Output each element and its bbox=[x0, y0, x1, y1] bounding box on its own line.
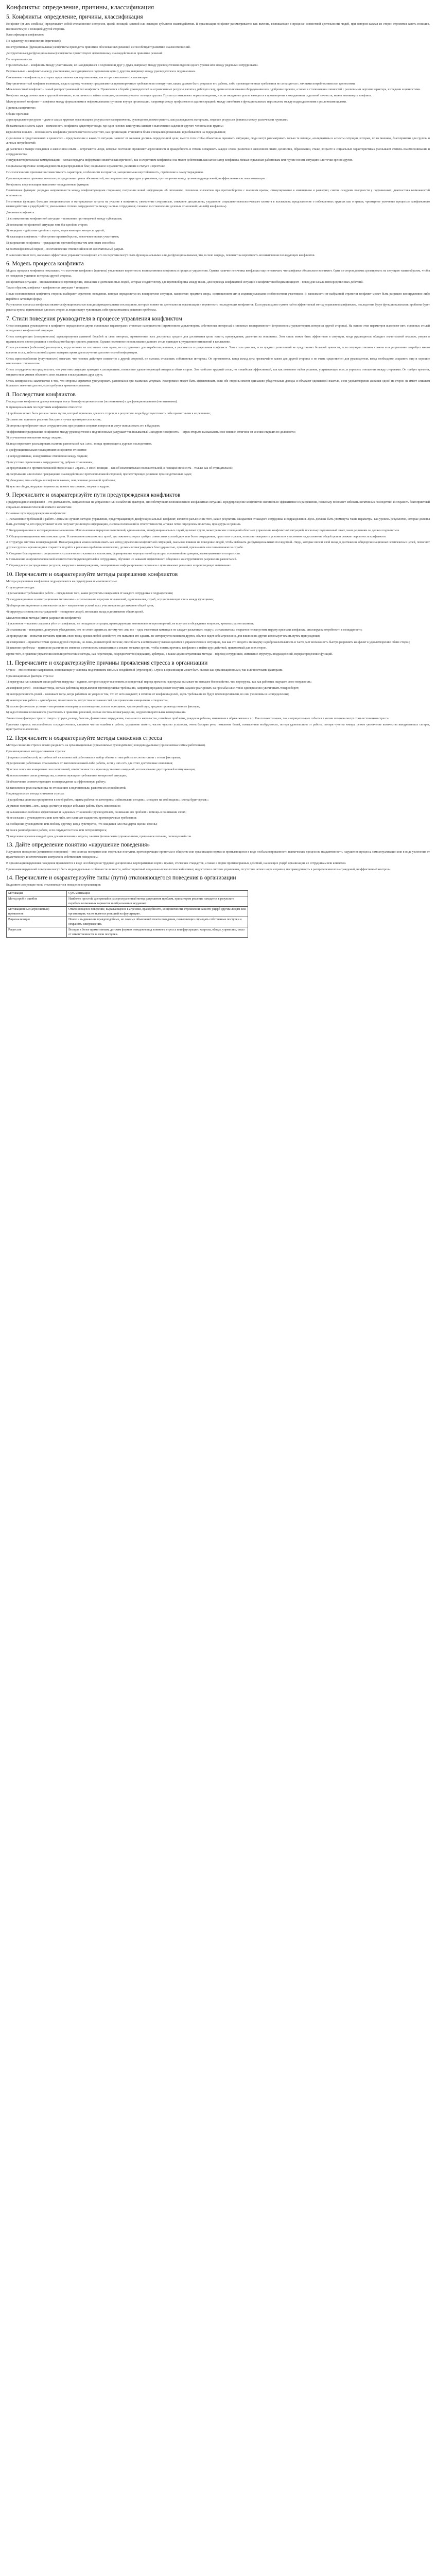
paragraph: Классификация конфликтов: bbox=[6, 33, 44, 37]
paragraph: Смешанные – конфликты, в которых представлены как вертикальные, так и горизонтальные составляющие. bbox=[6, 76, 149, 79]
paragraph: По характеру возникновения (причинам): bbox=[6, 40, 61, 43]
section-heading: 6. Модель процесса конфликта bbox=[6, 261, 84, 267]
paragraph: Стиль конкуренции (соперничества) характеризуется активной борьбой за свои интересы, применением всех доступных средств для достижения цели: власти, принуждения, давления на оппонента. Этот стиль может быть эффективен в ситуации, когда руководитель обладает значительной властью, уверен в правильности своего решения и необходимо быстро принять решение. Однако постоянное использование данного стиля приводит к ухудшению отношений в коллективе. bbox=[6, 335, 430, 344]
paragraph: Межличностный конфликт – самый распространенный тип конфликта. Проявляется в борьбе руководителей за ограниченные ресурсы, капитал, рабочую силу, время использования оборудования или одобрение проекта, а также в столкновении личностей с различными чертами характера, взглядами и ценностями. bbox=[6, 88, 421, 92]
document bbox=[0, 0, 436, 946]
table-row bbox=[7, 927, 248, 938]
paragraph: Общие причины: bbox=[6, 112, 29, 116]
paragraph: 2) совместно принятое решение быстрее и лучше претворяется в жизнь; bbox=[6, 418, 101, 422]
paragraph: 5) разрешение конфликта – прекращение противоборства тем или иным способом; bbox=[6, 241, 115, 245]
paragraph: Последствия конфликтов для организации могут быть функциональными (позитивными) и дисфункциональными (негативными). bbox=[6, 400, 178, 403]
table-cell-term: Метод проб и ошибок bbox=[7, 896, 67, 907]
section-heading: 14. Перечислите и охарактеризуйте типы (пути) отклоняющегося поведения в организации bbox=[6, 875, 236, 882]
paragraph: 2) координационные и интеграционные механизмы – использование иерархии полномочий, единоначалия, служб, осуществляющих связь между функциями; bbox=[6, 598, 214, 602]
paragraph: 2) осознание конфликтной ситуации хотя бы одной из сторон; bbox=[6, 223, 88, 227]
paragraph: Структурные методы: bbox=[6, 586, 35, 589]
paragraph: Стили поведения руководителя в конфликте определяются двумя основными параметрами: степенью напористости (стремлением удовлетворить собственные интересы) и степенью кооперативности (стремлением удовлетворить интересы другой стороны). На основе этих параметров выделяют пять основных стилей поведения в конфликтной ситуации. bbox=[6, 324, 430, 333]
paragraph: Предупреждение конфликтов – это деятельность, направленная на устранение или ослабление факторов, способствующих возникновению конфликтных ситуаций. Предупреждение конфликтов значительно эффективнее их разрешения, поскольку позволяет избежать негативных последствий и сохранить благоприятный социально-психологический климат в коллективе. bbox=[6, 501, 430, 509]
paragraph: 3) четкое описание конкретных зон полномочий, ответственности и производственных ожиданий, использование двусторонней коммуникации; bbox=[6, 768, 196, 772]
paragraph: По направленности: bbox=[6, 58, 33, 61]
section-heading: 5. Конфликты: определение, причины, классификация bbox=[6, 14, 143, 20]
paragraph: 1) разработка системы приоритетов в своей работе, оценка работы по категориям: «обязательно сегодня», «позднее на этой неделе», «когда будет время»; bbox=[6, 799, 209, 802]
paragraph: Негативные функции: большие эмоциональные и материальные затраты на участие в конфликте; увольнение сотрудников, снижение дисциплины, ухудшение социально-психологического климата в коллективе; представление о побежденных группах как о врагах; чрезмерное увлечение процессом конфликтного взаимодействия в ущерб работе; уменьшение степени сотрудничества между частью сотрудников; сложное восстановление деловых отношений («шлейф конфликта»). bbox=[6, 200, 430, 209]
paragraph: Таким образом, конфликт = конфликтная ситуация + инцидент. bbox=[6, 286, 90, 290]
paragraph: Методы разрешения конфликтов подразделяются на структурные и межличностные. bbox=[6, 580, 118, 583]
table-cell-description: Наиболее простой, доступный и распространенный метод разрешения проблем, при котором решение находится в результате перебора возможных вариантов и отбрасывания неудачных. bbox=[67, 896, 248, 907]
paragraph: 7. Справедливое распределение ресурсов, нагрузки и вознаграждения, своевременное информирование персонала о принимаемых решениях и происходящих изменениях. bbox=[6, 564, 232, 568]
table-cell-description: Возврат к более примитивным, детским формам поведения под влиянием стресса или фрустрации: капризы, обиды, упрямство, отказ от ответственности за свои поступки. bbox=[67, 927, 248, 938]
document-body bbox=[6, 13, 430, 888]
paragraph: Нарушение поведения (девиантное поведение) – это система поступков или отдельные поступки, противоречащие принятым в обществе или организации нормам и проявляющиеся в виде несбалансированности психических процессов, неадаптивности, нарушения процесса самоактуализации или в виде уклонения от нравственного и эстетического контроля за собственным поведением. bbox=[6, 851, 430, 859]
paragraph: Причины конфликтов: bbox=[6, 106, 36, 110]
paragraph: Стиль приспособления (уступчивости) означает, что человек действует совместно с другой стороной, не пытаясь отстаивать собственные интересы. Он применяется, когда исход дела чрезвычайно важен для другой стороны и не очень существенен для руководителя, когда необходимо сохранить мир и хорошие отношения с оппонентом. bbox=[6, 357, 430, 366]
paragraph: 2) сглаживание – поведение, диктуемое убеждением, что не стоит сердиться, потому что «мы все – одна счастливая команда и не следует раскачивать лодку»; «сглаживатель» старается не выпустить наружу признаки конфликта, апеллируя к потребности в солидарности; bbox=[6, 629, 362, 632]
paragraph: 4) эффективное разрешение конфликтов между руководителем и подчиненными разрушает так называемый «синдром покорности» – страх открыто высказывать свое мнение, отличное от мнения старших по должности; bbox=[6, 430, 295, 434]
paragraph: 6) чувство обиды, неудовлетворенность, плохое настроение, текучесть кадров. bbox=[6, 485, 110, 488]
paragraph: 5) обеспечение соответствующего вознаграждения за эффективную работу; bbox=[6, 780, 106, 784]
paragraph: Конструктивные (функциональные) конфликты приводят к принятию обоснованных решений и способствуют развитию взаимоотношений. bbox=[6, 45, 191, 49]
paragraph: 5. Создание благоприятного социально-психологического климата в коллективе, формирование корпоративной культуры, основанной на доверии, взаимоуважении и открытости. bbox=[6, 552, 241, 555]
paragraph: 6) выполнение роли наставника по отношению к подчиненным, развитие их способностей. bbox=[6, 786, 127, 790]
paragraph: Результатом процесса конфликта являются функциональные или дисфункциональные последствия, которые влияют на деятельность организации и вероятность последующих конфликтов. Если руководство сумеет найти эффективный метод управления конфликтом, последствия будут функциональными: проблема будет решена путем, приемлемым для всех сторон, и люди станут чувствовать себя причастными к решению проблемы. bbox=[6, 303, 430, 312]
paragraph: 5) сообщение руководителю или любому другому, когда чувствуется, что ожидания или стандарты оценки неясны; bbox=[6, 823, 158, 826]
paragraph: 3) представление о противоположной стороне как о «враге», о своей позиции – как об исключительно положительной, о позиции оппонента – только как об отрицательной; bbox=[6, 467, 233, 470]
table-cell-term: Мотивация bbox=[7, 890, 67, 896]
table-cell-description: Суть мотивации bbox=[67, 890, 248, 896]
paragraph: 3) неопределенность ролей – возникает тогда, когда работник не уверен в том, что от него ожидают; в отличие от конфликта ролей, здесь требования не будут противоречивыми, но они уклончивы и неопределенны; bbox=[6, 692, 289, 696]
paragraph: 6) люди перестают рассматривать наличие разногласий как «зло», всегда приводящее к дурным последствиям. bbox=[6, 443, 152, 446]
paragraph: 4) неинтересная работа – однообразие, монотонность, отсутствие возможностей для проявления инициативы и творчества; bbox=[6, 699, 169, 702]
paragraph: 1) уклонение – человек старается уйти от конфликта, не попадать в ситуации, провоцирующие возникновение противоречий, не вступать в обсуждение вопросов, чреватых разногласиями; bbox=[6, 622, 254, 626]
paragraph: Стиль компромисса заключается в том, что стороны стремятся урегулировать разногласия при взаимных уступках. Компромисс может быть эффективным, если обе стороны имеют одинаково убедительные доводы и обладают одинаковой властью, если удовлетворение желания одной из сторон не имеет слишком большого значения для нее, если требуется временное решение. bbox=[6, 379, 430, 388]
paragraph: а) распределение ресурсов – даже в самых крупных организациях ресурсы всегда ограничены, руководство должно решить, как распределить материалы, людские ресурсы и финансы между различными группами; bbox=[6, 118, 288, 122]
paragraph: Стиль уклонения (избегания) реализуется, когда человек не отстаивает свои права, не сотрудничает для выработки решения, а уклоняется от разрешения конфликта. Этот стиль уместен, если предмет разногласий не представляет большой ценности, если ситуация слишком сложна и ее разрешение потребует много времени и сил, либо если необходимо выиграть время для получения дополнительной информации. bbox=[6, 346, 430, 354]
paragraph: 3. Общеорганизационные комплексные цели. Установление комплексных целей, достижение которых требует совместных усилий двух или более сотрудников, групп или отделов, позволяет направить усилия всех участников на достижение общей цели и снижает вероятность конфликтов. bbox=[6, 535, 387, 538]
paragraph: 6) постконфликтный период – восстановление отношений или их окончательный разрыв. bbox=[6, 247, 124, 251]
table-row bbox=[7, 907, 248, 917]
paragraph: После возникновения конфликта стороны выбирают стратегию поведения, которая определяется их восприятием ситуации, важностью предмета спора, соотношением сил и индивидуальными особенностями участников. В зависимости от выбранной стратегии конфликт может быть разрешен конструктивно либо перейти в затяжную форму. bbox=[6, 293, 430, 301]
paragraph: Организационные методы снижения стресса: bbox=[6, 750, 66, 753]
section-heading: 11. Перечислите и охарактеризуйте причины проявления стресса в организации bbox=[6, 659, 208, 666]
paragraph: Стиль сотрудничества предполагает, что участник ситуации приходит к альтернативе, полностью удовлетворяющей интересы обеих сторон. Это наиболее трудный стиль, но и наиболее эффективный, так как позволяет найти решение, устраивающее всех, и укрепить отношения между сторонами. Он требует времени, открытости и умения объяснять свои желания и выслушивать друг друга. bbox=[6, 368, 430, 377]
section-heading: 9. Перечислите и охарактеризуйте пути предупреждения конфликтов bbox=[6, 492, 181, 499]
paragraph: Конфликт между личностью и группой возникает, если личность займет позицию, отличающуюся от позиции группы. Группа устанавливает нормы поведения, и если ожидания группы находятся в противоречии с ожиданиями отдельной личности, может возникнуть конфликт. bbox=[6, 94, 372, 98]
section-heading: 12. Перечислите и охарактеризуйте методы снижения стресса bbox=[6, 735, 162, 742]
paragraph: В организации нарушения поведения проявляются в виде несоблюдения трудовой дисциплины, корпоративных норм и правил, этических стандартов, а также в форме противоправных действий, наносящих ущерб организации, ее сотрудникам или клиентам. bbox=[6, 861, 346, 865]
paragraph: Вертикальные – конфликты между участниками, находящимися в подчинении один у другого, например между руководителем и подчиненным. bbox=[6, 70, 196, 74]
paragraph: 4) использование стиля руководства, соответствующего требованиям конкретной ситуации; bbox=[6, 774, 127, 777]
paragraph: Горизонтальные – конфликты между участниками, не находящимися в подчинении друг у друга, например между руководителями отделов одного уровня или между рядовыми сотрудниками. bbox=[6, 64, 258, 67]
paragraph: 1) разъяснение требований к работе – определение того, какие результаты ожидаются от каждого сотрудника и подразделения; bbox=[6, 592, 173, 596]
paragraph: Межличностные методы (стили разрешения конфликта): bbox=[6, 616, 81, 620]
table-row bbox=[7, 896, 248, 907]
paragraph: Конфликты в организации выполняют определенные функции: bbox=[6, 183, 90, 187]
paragraph: Психологические причины: несовместимость характеров, особенности восприятия, эмоциональная неустойчивость, стремление к самоутверждению. bbox=[6, 171, 204, 174]
paragraph: 1) возникновение конфликтной ситуации – появление противоречий между субъектами; bbox=[6, 217, 123, 221]
paragraph: 6. Повышение конфликтологической компетентности руководителей и сотрудников, обучение их навыкам эффективного общения и конструктивного разрешения разногласий. bbox=[6, 558, 237, 562]
paragraph: 1) проблема может быть решена таким путем, который приемлем для всех сторон, и в результате люди будут чувствовать себя причастными к ее решению; bbox=[6, 412, 211, 416]
paragraph: Модель процесса конфликта показывает, что источник конфликта (причина) увеличивает вероятность возникновения конфликта в процессе управления. Однако наличие источника конфликта еще не означает, что конфликт обязательно возникнет. Одна из сторон должна среагировать на ситуацию таким образом, чтобы ее поведение ущемило интересы другой стороны. bbox=[6, 269, 430, 278]
section-heading: 10. Перечислите и охарактеризуйте методы разрешения конфликтов bbox=[6, 571, 178, 578]
paragraph: Конфликтная ситуация – это накопившиеся противоречия, связанные с деятельностью людей, которые создают почву для противоборства между ними. Для перехода конфликтной ситуации в конфликт необходим инцидент – повод для начала непосредственных действий. bbox=[6, 280, 363, 284]
paragraph: Организационные факторы стресса: bbox=[6, 674, 54, 678]
paragraph: Организационные причины: нечеткое распределение прав и обязанностей, несовершенство структуры управления, противоречия между целями подразделений, неэффективная система мотивации. bbox=[6, 177, 266, 180]
paragraph: Социальные причины: несправедливость в распределении благ, социальное неравенство, различия в статусе и престиже. bbox=[6, 165, 166, 168]
paragraph: 2) разрешение работникам отказываться от выполнения какой-либо работы, если у них есть для этого достаточные основания; bbox=[6, 762, 173, 766]
table-cell-term: Регрессия bbox=[7, 927, 67, 938]
paragraph: 5) улучшаются отношения между людьми; bbox=[6, 436, 63, 440]
paragraph: Конфликт (от лат. conflictus) представляет собой столкновение интересов, целей, позиций, мнений или взглядов субъектов взаимодействия. В организации конфликт рассматривается как явление, возникающее в процессе совместной деятельности людей, при котором каждая из сторон стремится занять позицию, несовместимую с позицией другой стороны. bbox=[6, 23, 430, 31]
paragraph: 3) стороны приобретают опыт сотрудничества при решении спорных вопросов и могут использовать его в будущем; bbox=[6, 424, 160, 428]
document-title: Конфликты: определение, причины, классификация bbox=[6, 3, 154, 11]
paragraph: 4) компромисс – принятие точки зрения другой стороны, но лишь до некоторой степени; способность к компромиссу высоко ценится в управленческих ситуациях, так как это сводит к минимуму недоброжелательность и часто дает возможность быстро разрешить конфликт к удовлетворению обеих сторон; bbox=[6, 640, 410, 644]
section-heading: 7. Стили поведения руководителя в процессе управления конфликтом bbox=[6, 315, 182, 322]
paragraph: Стресс – это состояние напряжения, возникающее у человека под влиянием сильных воздействий (стрессоров). Стресс в организации может быть вызван как организационными, так и личностными факторами. bbox=[6, 668, 283, 672]
paragraph: Индивидуальные методы снижения стресса: bbox=[6, 792, 65, 796]
paragraph: 1) перегрузка или слишком малая рабочая нагрузка – задание, которое следует выполнить в конкретный период времени; недогрузка вызывает не меньшее беспокойство, чем перегрузка, так как работник ощущает свою ненужность; bbox=[6, 681, 312, 684]
paragraph: 4) эскалация конфликта – обострение противоборства, вовлечение новых участников; bbox=[6, 235, 119, 239]
paragraph: в) различия в целях – возможность конфликта увеличивается по мере того, как организации становятся более специализированными и разбиваются на подразделения; bbox=[6, 130, 226, 134]
table-row bbox=[7, 890, 248, 896]
paragraph: 3) налаживание особенно эффективных и надежных отношений с руководителем, понимание его проблем и помощь в понимании своих; bbox=[6, 810, 187, 814]
table-cell-term: Мотивационные (агрессивные) проявления bbox=[7, 907, 67, 917]
paragraph: Выделяют следующие типы отклоняющегося поведения в организации: bbox=[6, 884, 101, 887]
paragraph: д) различия в манере поведения и жизненном опыте – встречаются люди, которые постоянно проявляют агрессивность и враждебность и готовы оспаривать каждое слово; различия в жизненном опыте, ценностях, образовании, стаже, возрасте и социальных характеристиках уменьшают степень взаимопонимания и сотрудничества; bbox=[6, 148, 430, 156]
paragraph: 4) структура системы вознаграждений – поощрение людей, вносящих вклад в достижение общих целей. bbox=[6, 610, 144, 614]
paragraph: Методы снижения стресса можно разделить на организационные (применяемые руководителем) и индивидуальные (применяемые самим работником). bbox=[6, 744, 206, 748]
paragraph: 5) убеждение, что «победа» в конфликте важнее, чем решение реальной проблемы; bbox=[6, 479, 116, 482]
paragraph: Динамика конфликта: bbox=[6, 211, 35, 215]
table-row bbox=[7, 917, 248, 927]
paragraph: 2) отсутствие стремления к сотрудничеству, добрым отношениям; bbox=[6, 461, 94, 464]
paragraph: К функциональным последствиям конфликтов относятся: bbox=[6, 406, 82, 410]
paragraph: Личностные факторы стресса: смерть супруга, развод, болезнь, финансовые затруднения, смена места жительства, семейные проблемы, рождение ребенка, изменения в образе жизни и т.п. Как положительные, так и отрицательные события в жизни человека могут стать источником стресса. bbox=[6, 717, 390, 721]
paragraph: 3) общеорганизационные комплексные цели – направление усилий всех участников на достижение общей цели; bbox=[6, 604, 154, 607]
paragraph: 6) недостаточная возможность участвовать в принятии решений, плохая система вознаграждения, неудовлетворительная коммуникация. bbox=[6, 711, 186, 715]
paragraph: г) различия в представлениях и ценностях – представление о какой-то ситуации зависит от желания достичь определенной цели; вместо того чтобы объективно оценивать ситуацию, люди могут рассматривать только те взгляды, альтернативы и аспекты ситуации, которые, по их мнению, благоприятны для группы и личных потребностей; bbox=[6, 137, 430, 145]
paragraph: Основные пути предупреждения конфликтов: bbox=[6, 512, 66, 515]
paragraph: 6) поиск разнообразия в работе, если ощущается тоска или потеря интереса; bbox=[6, 828, 107, 832]
paragraph: Признаки стресса: неспособность сосредоточиться, слишком частые ошибки в работе, ухудшение памяти, частое чувство усталости, очень быстрая речь, появление болей, повышенная возбудимость, потеря удовольствия от работы, потеря чувства юмора, резкое увеличение количества выкуриваемых сигарет, пристрастие к алкоголю. bbox=[6, 723, 430, 732]
paragraph: 5) плохие физические условия – неприятная температура в помещении, плохое освещение, чрезмерный шум, вредные производственные факторы; bbox=[6, 705, 200, 708]
table-cell-term: Рационализация bbox=[7, 917, 67, 927]
paragraph: 2) конфликт ролей – возникает тогда, когда к работнику предъявляют противоречивые требования, например продавец может получить задание реагировать на просьбы клиентов и одновременно увеличивать товарооборот; bbox=[6, 687, 299, 690]
paragraph: 3) принуждение – попытки заставить принять свою точку зрения любой ценой; тот, кто пытается это сделать, не интересуется мнением других, обычно ведет себя агрессивно, для влияния на других использует власть путем принуждения; bbox=[6, 634, 320, 638]
paragraph: 4) несогласие с руководителем или кем-либо, кто начинает выдвигать противоречивые требования; bbox=[6, 817, 137, 820]
deviant-behavior-table bbox=[6, 890, 248, 938]
paragraph: 1) оценка способностей, потребностей и склонностей работников и выбор объема и типа работы в соответствии с этими факторами; bbox=[6, 756, 181, 759]
paragraph: 1. Разъяснение требований к работе. Одним из лучших методов управления, предотвращающих дисфункциональный конфликт, является разъяснение того, какие результаты ожидаются от каждого сотрудника и подразделения. Здесь должны быть упомянуты такие параметры, как уровень результатов, которые должны быть достигнуты, кто предоставляет и кто получает различную информацию, система полномочий и ответственности, а также четко определены политика, процедуры и правила. bbox=[6, 518, 430, 526]
paragraph: б) взаимозависимость задач – возможность конфликта существует везде, где один человек или группа зависят в выполнении задачи от другого человека или группы; bbox=[6, 125, 224, 128]
paragraph: В зависимости от того, насколько эффективно управляется конфликт, его последствия могут стать функциональными или дисфункциональными, что, в свою очередь, повлияет на вероятность возникновения последующих конфликтов. bbox=[6, 253, 316, 257]
paragraph: 2. Координационные и интеграционные механизмы. Использование иерархии полномочий, единоначалия, межфункциональных служб, целевых групп, межотдельских совещаний облегчает управление конфликтной ситуацией, поскольку подчиненный знает, чьим решениям он должен подчиняться. bbox=[6, 529, 400, 532]
paragraph: Деструктивные (дисфункциональные) конфликты препятствуют эффективному взаимодействию и принятию решений. bbox=[6, 52, 164, 55]
paragraph: Причинами нарушений поведения могут быть индивидуальные особенности личности, неблагоприятный социально-психологический климат, недостатки в системе управления, отсутствие четких норм и правил, несправедливость в распределении вознаграждений, неэффективный контроль. bbox=[6, 868, 391, 871]
paragraph: 4. Структура системы вознаграждений. Вознаграждения можно использовать как метод управления конфликтной ситуацией, оказывая влияние на поведение людей, чтобы избежать дисфункциональных последствий. Люди, которые вносят свой вклад в достижение общеорганизационных комплексных целей, помогают другим группам организации и стараются подойти к решению проблемы комплексно, должны вознаграждаться благодарностью, премией, признанием или повышением по службе. bbox=[6, 541, 430, 549]
paragraph: 3) инцидент – действия одной из сторон, затрагивающие интересы другой; bbox=[6, 229, 105, 233]
paragraph: Позитивные функции: разрядка напряженности между конфликтующими сторонами; получение новой информации об оппоненте; сплочение коллектива при противоборстве с внешним врагом; стимулирование к изменениям и развитию; снятие синдрома покорности у подчиненных; диагностика возможностей оппонентов. bbox=[6, 189, 430, 197]
section-heading: 8. Последствия конфликтов bbox=[6, 391, 76, 398]
paragraph: К дисфункциональным последствиям конфликтов относятся: bbox=[6, 448, 87, 452]
section-heading: 13. Дайте определение понятию «нарушение поведения» bbox=[6, 842, 150, 849]
paragraph: е) неудовлетворительные коммуникации – плохая передача информации является как причиной, так и следствием конфликта; она может действовать как катализатор конфликта, мешая отдельным работникам или группе понять ситуацию или точки зрения других. bbox=[6, 159, 353, 162]
paragraph: 1) непродуктивные, конкурентные отношения между людьми; bbox=[6, 454, 88, 458]
paragraph: Кроме того, в практике управления используются такие методы, как переговоры, посредничество (медиация), арбитраж, а также административные методы – перевод сотрудников, изменение структуры подразделений, перераспределение функций. bbox=[6, 653, 333, 656]
paragraph: 2) умение говорить «нет», когда достигнут предел и больше работы брать невозможно; bbox=[6, 804, 121, 808]
paragraph: Внутриличностный конфликт возникает, когда к одному человеку предъявляются противоречивые требования по поводу того, каким должен быть результат его работы, либо производственные требования не согласуются с личными потребностями или ценностями. bbox=[6, 82, 356, 86]
table-cell-description: Отклоняющееся поведение, выражающееся в агрессии, враждебности, конфликтности, стремлении нанести ущерб другим людям или организации; часто является реакцией на фрустрацию. bbox=[67, 907, 248, 917]
paragraph: 7) выделение времени каждый день для отключения и отдыха, занятия физическими упражнениями, правильное питание, полноценный сон. bbox=[6, 835, 192, 838]
paragraph: Межгрупповой конфликт – конфликт между формальными и неформальными группами внутри организации, например между профсоюзом и администрацией, между линейным и функциональным персоналом, между подразделениями с различными целями. bbox=[6, 100, 347, 104]
paragraph: 4) свертывание или полное прекращение взаимодействия с противоположной стороной, препятствующее решению производственных задач; bbox=[6, 473, 192, 477]
paragraph: 5) решение проблемы – признание различия во мнениях и готовность ознакомиться с иными точками зрения, чтобы понять причины конфликта и найти курс действий, приемлемый для всех сторон. bbox=[6, 647, 267, 650]
table-cell-description: Поиск и выдвижение правдоподобных, но ложных объяснений своего поведения, позволяющих оправдать собственные поступки и сохранить самоуважение. bbox=[67, 917, 248, 927]
